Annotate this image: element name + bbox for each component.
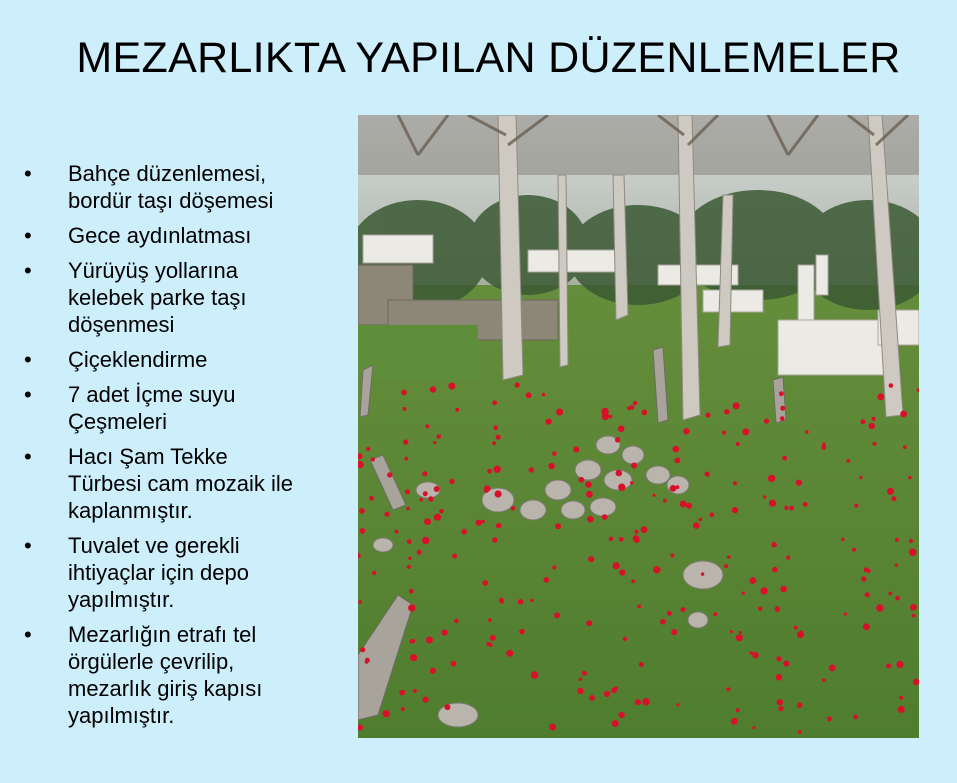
flower-dot [909,549,917,557]
flower-dot [727,555,731,559]
flower-dot [573,446,579,452]
flower-dot [529,467,534,472]
flower-dot [899,696,903,700]
flower-dot [407,565,411,569]
flower-dot [500,600,504,604]
flower-dot [895,596,900,601]
flower-dot [686,503,692,509]
bullet-text: Yürüyüş yollarına kelebek parke taşı döşenmesi [68,258,247,337]
flower-dot [822,678,826,682]
flower-dot [821,445,826,450]
bullet-symbol: • [24,444,32,469]
flower-dot [409,589,414,594]
flower-dot [618,712,624,718]
flower-dot [601,408,608,415]
flower-dot [586,491,593,498]
flower-dot [796,480,802,486]
flower-dot [872,417,876,421]
flower-dot [742,428,749,435]
flower-dot [387,472,392,477]
bullet-symbol: • [24,622,32,647]
bullet-text: Gece aydınlatması [68,223,252,248]
flower-dot [888,592,892,596]
flower-dot [618,484,625,491]
flower-dot [530,599,533,602]
flower-dot [627,406,631,410]
flower-dot [660,619,666,625]
flower-dot [853,714,858,719]
flower-dot [722,431,726,435]
flower-dot [448,383,455,390]
flower-dot [642,698,649,705]
flower-dot [653,566,660,573]
flower-dot [413,689,417,693]
flower-dot [546,419,552,425]
flower-dot [587,516,594,523]
flower-dot [634,530,638,534]
flower-dot [578,477,584,483]
flower-dot [496,523,501,528]
flower-dot [461,529,467,535]
flower-dot [423,491,428,496]
flower-dot [451,661,457,667]
flower-dot [676,485,680,489]
flower-dot [768,475,775,482]
flower-dot [426,637,433,644]
flower-dot [859,476,862,479]
flower-dot [841,538,845,542]
bullet-text: Bahçe düzenlemesi, bordür taşı döşemesi [68,161,274,213]
flower-dot [886,663,891,668]
flower-dot [798,730,802,734]
flower-dot [736,708,740,712]
flower-dot [428,496,433,501]
flower-dot [422,537,429,544]
flower-dot [641,410,647,416]
flower-dot [419,498,423,502]
flower-dot [588,556,594,562]
flower-dot [430,386,436,392]
flower-dot [786,556,790,560]
flower-dot [680,501,687,508]
flower-dot [866,569,870,573]
flower-dot [763,495,766,498]
flower-dot [360,647,365,652]
flower-dot [369,496,374,501]
flower-dot [776,656,781,661]
flower-dot [623,637,627,641]
flower-dot [758,607,762,611]
flower-dot [771,542,777,548]
flower-dot [602,514,608,520]
flower-dot [844,612,847,615]
bullet-text: Tuvalet ve gerekli ihtiyaçlar için depo yapılmıştır. [68,533,249,612]
flower-dot [865,592,870,597]
flower-dot [405,489,410,494]
flower-dot [544,577,550,583]
flower-dot [663,499,667,503]
flower-dot [898,706,905,713]
flower-dot [506,650,513,657]
flower-dot [619,569,625,575]
bullet-item [22,443,352,524]
flower-dot [482,580,488,586]
flower-dot [775,606,781,612]
bullet-symbol: • [24,533,32,558]
flower-dot [699,518,703,522]
flower-dot [706,413,711,418]
flower-dot [724,564,728,568]
bullet-text: Çiçeklendirme [68,347,208,372]
flower-dot [586,620,592,626]
bullet-item [22,381,352,435]
flower-dot [359,508,365,514]
flower-dot [406,507,410,511]
flower-dot [449,479,454,484]
flower-dot [494,466,501,473]
flower-dot [671,629,677,635]
flower-dot [846,459,850,463]
flower-dot [488,618,492,622]
flower-dot [873,442,877,446]
flower-dot [552,451,557,456]
flower-dot [422,697,428,703]
flower-dot [486,642,491,647]
cemetery-photo [358,115,919,738]
flower-dot [424,518,431,525]
flower-dot [732,507,738,513]
flower-dot [618,426,625,433]
flower-dot [733,481,737,485]
flower-dot [417,550,422,555]
flower-dot [670,485,677,492]
flower-dot [726,687,730,691]
flower-dot [515,382,520,387]
flower-dot [733,402,740,409]
flower-dot [863,623,870,630]
flower-dot [805,430,809,434]
flower-dot [641,526,648,533]
flower-dot [676,703,679,706]
flower-dot [675,458,681,464]
flower-dot [777,699,783,705]
flower-dot [829,665,836,672]
flower-dot [484,488,489,493]
flower-dot [619,537,624,542]
flower-dot [797,702,803,708]
flower-dot [739,631,742,634]
bullet-list [22,160,352,737]
flower-dot [585,481,592,488]
flower-dot [408,557,411,560]
flower-dot [778,706,783,711]
bullet-item [22,532,352,613]
flower-dot [780,416,785,421]
flower-dot [912,614,916,618]
bullet-item [22,621,352,729]
flower-dot [709,512,714,517]
flower-dot [613,562,620,569]
bullet-text: 7 adet İçme suyu Çeşmeleri [68,382,236,434]
flower-dot [395,530,399,534]
flower-dot [764,419,769,424]
flower-dot [555,523,561,529]
flower-dot [452,554,457,559]
flower-dot [615,686,619,690]
flower-dot [365,660,368,663]
flower-dot [454,619,459,624]
flower-dot [827,716,832,721]
flower-dot [548,463,554,469]
flower-dot [752,652,758,658]
flower-dot [433,441,436,444]
flower-dot [609,537,613,541]
flower-dot [609,415,612,418]
flower-dot [372,571,376,575]
flower-dot [496,435,501,440]
flower-dot [713,612,717,616]
flower-dot [772,567,778,573]
flower-dot [425,424,429,428]
flower-dot [637,605,641,609]
flower-dot [490,635,496,641]
flower-dot [519,629,525,635]
flower-dot [909,539,913,543]
flower-dot [436,434,441,439]
flower-dot [910,604,917,611]
flower-dot [736,442,740,446]
flower-dot [779,391,784,396]
flower-dot [701,572,704,575]
flower-dot [680,607,685,612]
flower-dot [670,554,674,558]
flower-dot [705,472,710,477]
flower-dot [487,469,492,474]
bullet-symbol: • [24,382,32,407]
flower-dot [631,579,635,583]
flower-dot [900,411,907,418]
flower-dot [358,600,362,604]
flower-dot [887,488,894,495]
flower-dot [442,629,448,635]
flower-dot [854,504,858,508]
flower-dot [730,630,733,633]
bullet-symbol: • [24,223,32,248]
flower-dot [896,661,903,668]
flower-dot [797,631,804,638]
bullet-item [22,160,352,214]
bullet-text: Hacı Şam Tekke Türbesi cam mozaik ile kaplanmıştır. [68,444,293,523]
flower-dot [404,457,408,461]
bullet-item [22,222,352,249]
flower-dot [895,538,899,542]
flower-dot [604,691,610,697]
flower-dot [891,496,896,501]
flower-dot [616,470,623,477]
flower-dot [408,604,415,611]
flower-dot [780,406,785,411]
flower-dot [776,674,782,680]
bullet-item [22,257,352,338]
flower-dot [780,586,787,593]
flower-dot [556,409,563,416]
flower-dot [492,537,497,542]
flower-dot [784,506,788,510]
cemetery-photo-illustration [358,115,919,738]
flower-dot [749,577,756,584]
flower-dot [482,520,485,523]
flower-dot [794,626,798,630]
flower-dot [652,494,655,497]
flower-dot [434,486,440,492]
flower-dot [895,563,898,566]
flower-dot [384,512,389,517]
flower-dot [531,671,539,679]
bullet-item [22,346,352,373]
flower-dot [889,383,894,388]
flower-dot [492,400,497,405]
flower-dot [401,707,405,711]
bullet-symbol: • [24,161,32,186]
flower-dot [577,688,583,694]
flower-dot [877,393,884,400]
flower-dot [518,599,524,605]
flower-dot [455,408,459,412]
flower-dot [615,437,620,442]
flower-dot [526,392,532,398]
flower-dot [403,407,407,411]
slide-title: MEZARLIKTA YAPILAN DÜZENLEMELER [76,34,901,82]
flower-dot [667,611,672,616]
flower-dot [782,456,787,461]
flower-dot [731,718,738,725]
flower-dot [630,481,633,484]
flower-dot [903,445,907,449]
flower-dot [803,502,808,507]
flower-dot [635,699,641,705]
flower-dot [495,490,502,497]
flower-dot [760,587,767,594]
flower-dot [511,506,516,511]
flower-dot [552,565,556,569]
flower-dot [752,726,755,729]
bullet-symbol: • [24,258,32,283]
flower-dot [476,520,482,526]
flower-dot [542,393,545,396]
flower-dot [639,662,644,667]
flower-dot [371,457,375,461]
flower-dot [852,548,856,552]
flower-dot [612,720,619,727]
flower-dot [693,522,700,529]
flower-dot [683,428,689,434]
flower-dot [876,604,883,611]
flower-dot [633,401,637,405]
flower-dot [861,576,866,581]
flower-dot [411,639,415,643]
flower-dot [783,661,789,667]
flower-dot [631,463,637,469]
flower-dot [492,441,496,445]
flower-dot [869,423,875,429]
flower-dot [769,500,776,507]
flower-dot [724,409,729,414]
flower-dot [579,678,583,682]
bullet-symbol: • [24,347,32,372]
flower-dot [493,425,498,430]
flower-dot [407,539,412,544]
flower-dot [382,710,389,717]
flower-dot [439,509,443,513]
flower-dot [742,592,745,595]
flower-dot [403,439,408,444]
flower-dot [672,446,679,453]
flower-dot [908,476,911,479]
flower-dot [549,724,556,731]
flower-dot [861,419,866,424]
flower-dot [789,506,794,511]
flower-dot [582,671,587,676]
flower-dot [430,668,436,674]
flower-dot [434,514,441,521]
flower-dot [589,695,595,701]
flower-dot [444,704,450,710]
flower-dot [410,654,417,661]
flower-dot [399,690,405,696]
bullet-text: Mezarlığın etrafı tel örgülerle çevrilip, mezarlık giriş kapısı yapılmıştır. [68,622,263,728]
flower-dot [360,528,366,534]
flower-dot [366,447,370,451]
flower-dot [634,537,640,543]
flower-dot [401,390,407,396]
flower-dot [554,612,560,618]
flower-dot [422,471,427,476]
flower-dot [736,634,743,641]
